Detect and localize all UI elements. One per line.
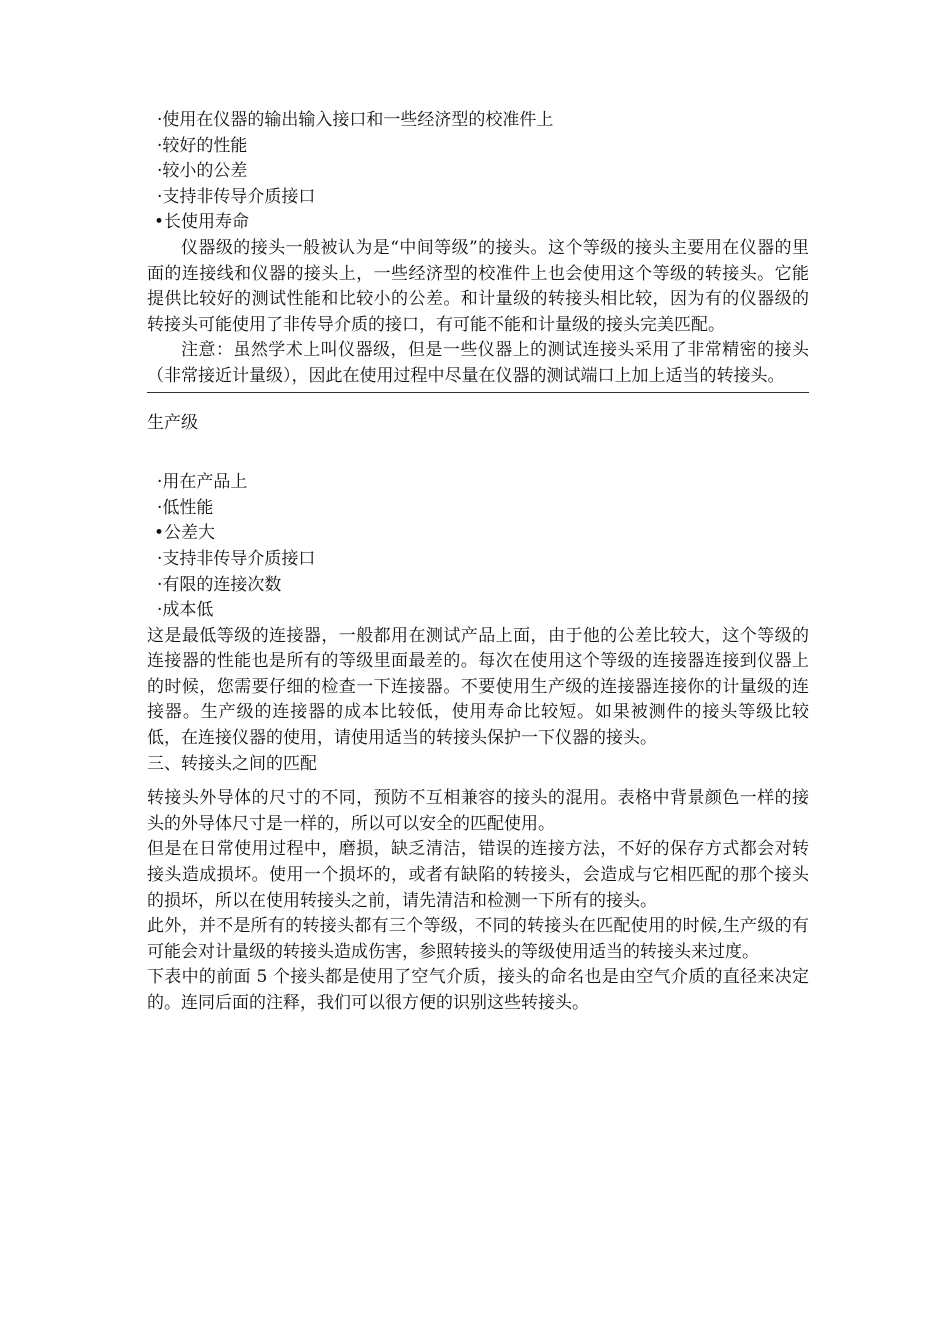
matching-heading: 三、转接头之间的匹配 bbox=[147, 753, 317, 774]
bullet-marker: · bbox=[157, 548, 163, 569]
bullet-text: 较小的公差 bbox=[162, 161, 248, 182]
bullet-marker: · bbox=[157, 574, 163, 595]
section-divider bbox=[147, 392, 809, 393]
bullet-marker: · bbox=[157, 600, 163, 621]
bullet-item bbox=[147, 134, 809, 160]
production-grade-paragraph: 这是最低等级的连接器，一般都用在测试产品上面，由于他的公差比较大，这个等级的连接器的性能也是所有的等级里面最差的。每次在使用这个等级的连接器连接到仪器上的时候，您需要仔细的检查一下连接器。不要使用生产级的连接器连接你的计量级的连接器。生产级的连接器的成本比较低，使用寿命比较短。如果被测件的接头等级比较低，在连接仪器的使用，请使用适当的转接头保护一下仪器的接头。 bbox=[147, 625, 809, 749]
bullet-item bbox=[147, 185, 809, 211]
bullet-text: 长使用寿命 bbox=[164, 212, 250, 233]
bullet-text: 使用在仪器的输出输入接口和一些经济型的校准件上 bbox=[162, 110, 554, 130]
bullet-marker: • bbox=[154, 523, 165, 544]
bullet-text: 支持非传导介质接口 bbox=[162, 186, 316, 207]
bullet-marker: · bbox=[157, 186, 163, 207]
bullet-text: 用在产品上 bbox=[162, 472, 248, 493]
matching-paragraph: 下表中的前面 5 个接头都是使用了空气介质，接头的命名也是由空气介质的直径来决定的。连同后面的注释，我们可以很方便的识别这些转接头。 bbox=[147, 967, 809, 1013]
bullet-item bbox=[147, 496, 809, 522]
bullet-marker: · bbox=[157, 161, 163, 182]
matching-paragraph: 但是在日常使用过程中，磨损，缺乏清洁，错误的连接方法，不好的保存方式都会对转接头造成损坏。使用一个损坏的，或者有缺陷的转接头，会造成与它相匹配的那个接头的损坏，所以在使用转接头之前，请先清洁和检测一下所有的接头。 bbox=[147, 839, 809, 911]
bullet-marker: · bbox=[157, 135, 163, 156]
bullet-text: 成本低 bbox=[162, 600, 214, 621]
instrument-grade-paragraph: 仪器级的接头一般被认为是“中间等级”的接头。这个等级的接头主要用在仪器的里面的连接线和仪器的接头上，一些经济型的校准件上也会使用这个等级的转接头。它能提供比较好的测试性能和比较小的公差。和计量级的转接头相比较，因为有的仪器级的转接头可能使用了非传导介质的接口，有可能不能和计量级的接头完美匹配。 bbox=[147, 237, 809, 335]
matching-paragraph: 转接头外导体的尺寸的不同，预防不互相兼容的接头的混用。表格中背景颜色一样的接头的外导体尺寸是一样的，所以可以安全的匹配使用。 bbox=[147, 788, 809, 834]
bullet-marker: · bbox=[157, 497, 163, 518]
matching-paragraph: 此外，并不是所有的转接头都有三个等级，不同的转接头在匹配使用的时候,生产级的有可能会对计量级的转接头造成伤害，参照转接头的等级使用适当的转接头来过度。 bbox=[147, 916, 809, 962]
bullet-marker: • bbox=[154, 212, 165, 233]
bullet-text: 有限的连接次数 bbox=[162, 574, 282, 595]
bullet-text: 支持非传导介质接口 bbox=[162, 548, 316, 569]
bullet-item bbox=[147, 547, 809, 573]
instrument-grade-note: 注意：虽然学术上叫仪器级，但是一些仪器上的测试连接头采用了非常精密的接头（非常接近计量级），因此在使用过程中尽量在仪器的测试端口上加上适当的转接头。 bbox=[147, 340, 809, 386]
bullet-item bbox=[147, 573, 809, 599]
bullet-marker: · bbox=[157, 110, 163, 130]
bullet-item bbox=[147, 159, 809, 185]
bullet-item bbox=[147, 598, 809, 624]
bullet-text: 低性能 bbox=[162, 497, 214, 518]
bullet-item bbox=[147, 470, 809, 496]
bullet-item bbox=[147, 108, 809, 134]
bullet-text: 公差大 bbox=[164, 523, 216, 544]
document-page bbox=[147, 108, 809, 1017]
production-grade-bullet-list bbox=[147, 470, 809, 624]
bullet-item bbox=[147, 521, 809, 547]
production-grade-title: 生产级 bbox=[147, 412, 198, 433]
bullet-marker: · bbox=[157, 472, 163, 493]
instrument-grade-bullet-list bbox=[147, 108, 809, 236]
bullet-text: 较好的性能 bbox=[162, 135, 248, 156]
bullet-item bbox=[147, 210, 809, 236]
